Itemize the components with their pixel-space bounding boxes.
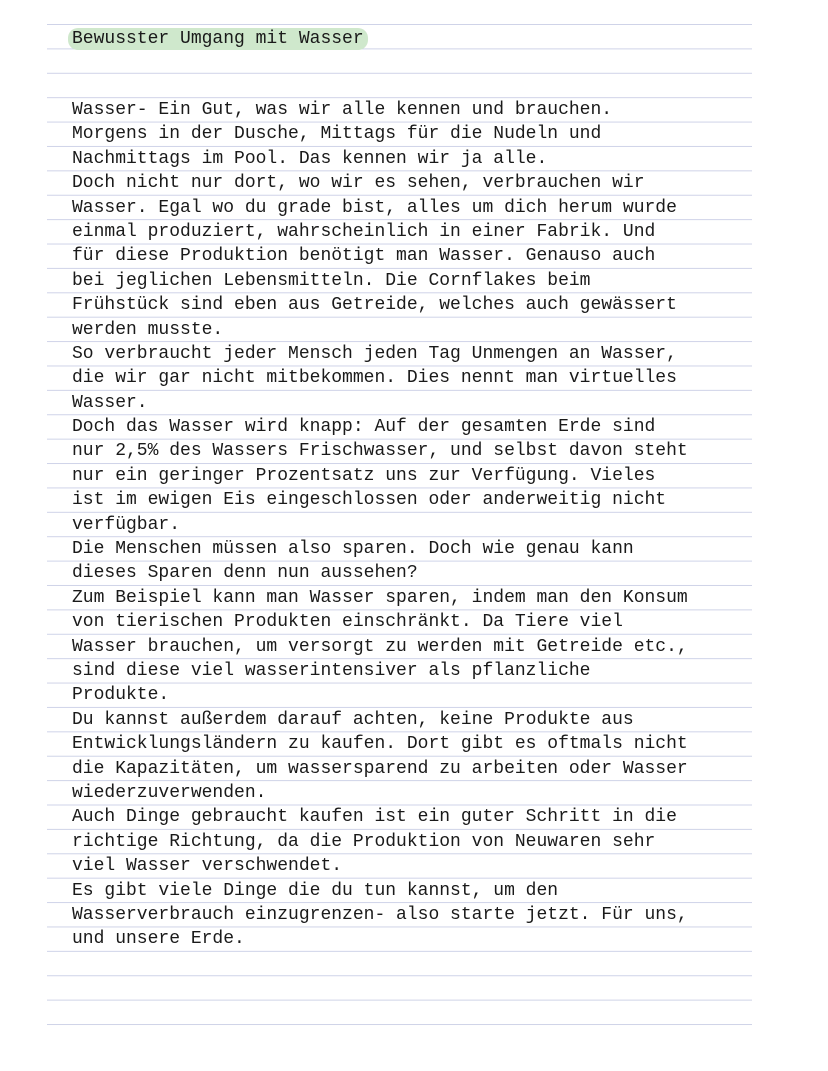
- text-line: Es gibt viele Dinge die du tun kannst, um den: [72, 880, 559, 901]
- text-line: Doch nicht nur dort, wo wir es sehen, verbrauchen wir: [72, 173, 645, 194]
- text-line: Wasser.: [72, 392, 148, 413]
- text-line: Entwicklungsländern zu kaufen. Dort gibt es oftmals nicht: [72, 734, 688, 755]
- text-line: Frühstück sind eben aus Getreide, welches auch gewässert: [72, 295, 677, 316]
- page-title: Bewusster Umgang mit Wasser: [68, 28, 368, 50]
- text-line: Morgens in der Dusche, Mittags für die Nudeln und: [72, 124, 602, 145]
- text-line: bei jeglichen Lebensmitteln. Die Cornflakes beim: [72, 270, 591, 291]
- text-line: viel Wasser verschwendet.: [72, 856, 343, 877]
- text-line: einmal produziert, wahrscheinlich in einer Fabrik. Und: [72, 221, 656, 242]
- text-line: die Kapazitäten, um wassersparend zu arbeiten oder Wasser: [72, 758, 688, 779]
- text-line: nur ein geringer Prozentsatz uns zur Verfügung. Vieles: [72, 465, 656, 486]
- bottom-margin: [0, 1030, 828, 1071]
- text-line: Wasser. Egal wo du grade bist, alles um dich herum wurde: [72, 197, 677, 218]
- top-margin: [0, 0, 828, 24]
- text-line: nur 2,5% des Wassers Frischwasser, und selbst davon steht: [72, 441, 688, 462]
- text-line: für diese Produktion benötigt man Wasser. Genauso auch: [72, 246, 656, 267]
- text-line: von tierischen Produkten einschränkt. Da Tiere viel: [72, 612, 623, 633]
- text-line: wiederzuverwenden.: [72, 782, 267, 803]
- text-line: Produkte.: [72, 685, 170, 706]
- text-line: Zum Beispiel kann man Wasser sparen, indem man den Konsum: [72, 587, 688, 608]
- text-line: Wasser brauchen, um versorgt zu werden mit Getreide etc.,: [72, 636, 688, 657]
- text-line: Du kannst außerdem darauf achten, keine Produkte aus: [72, 709, 634, 730]
- text-line: verfügbar.: [72, 514, 181, 535]
- text-line: ist im ewigen Eis eingeschlossen oder anderweitig nicht: [72, 490, 667, 511]
- text-line: Wasser- Ein Gut, was wir alle kennen und brauchen.: [72, 100, 613, 120]
- text-line: Die Menschen müssen also sparen. Doch wie genau kann: [72, 539, 634, 560]
- text-line: Nachmittags im Pool. Das kennen wir ja alle.: [72, 148, 548, 169]
- text-line: dieses Sparen denn nun aussehen?: [72, 563, 418, 584]
- text-line: und unsere Erde.: [72, 929, 245, 950]
- text-line: Auch Dinge gebraucht kaufen ist ein guter Schritt in die: [72, 807, 677, 828]
- text-line: So verbraucht jeder Mensch jeden Tag Unmengen an Wasser,: [72, 343, 677, 364]
- text-line: sind diese viel wasserintensiver als pflanzliche: [72, 660, 591, 681]
- text-line: richtige Richtung, da die Produktion von Neuwaren sehr: [72, 831, 656, 852]
- body-text: [72, 98, 772, 952]
- title-wrapper: [68, 28, 368, 50]
- text-line: werden musste.: [72, 319, 224, 340]
- text-line: Wasserverbrauch einzugrenzen- also starte jetzt. Für uns,: [72, 904, 688, 925]
- left-margin: [0, 0, 47, 1071]
- text-line: die wir gar nicht mitbekommen. Dies nennt man virtuelles: [72, 368, 677, 389]
- text-line: Doch das Wasser wird knapp: Auf der gesamten Erde sind: [72, 417, 656, 438]
